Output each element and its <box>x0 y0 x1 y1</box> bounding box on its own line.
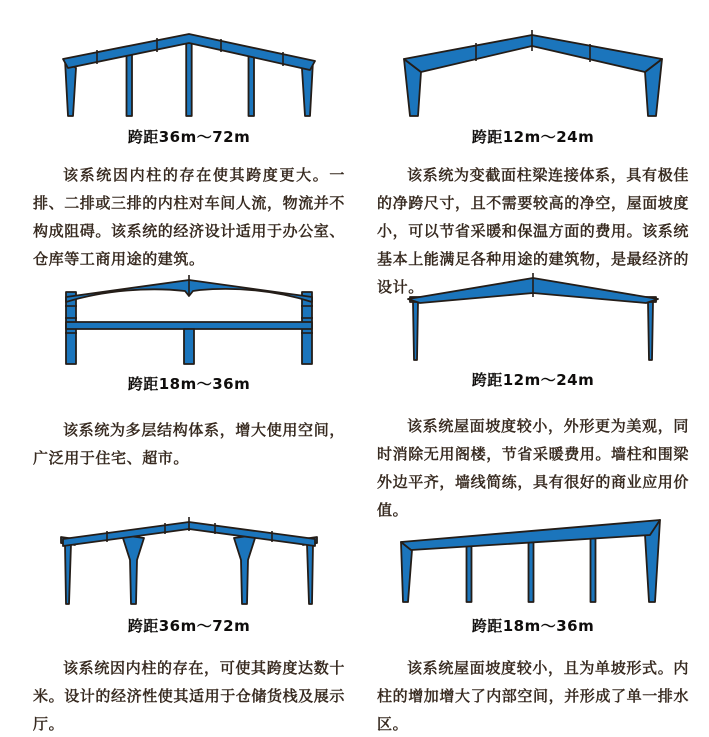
frame-drawing <box>402 27 664 121</box>
left-column <box>413 302 418 360</box>
frame-diagram-mono-slope-icon <box>372 514 694 610</box>
frame-diagram-haunched-icon <box>28 514 350 610</box>
interior-column <box>591 537 596 602</box>
panel-multi-span-haunched <box>28 514 350 737</box>
panel-multi-storey <box>28 272 350 472</box>
interior-column <box>127 55 133 116</box>
span-range-caption: 跨距36m～72m <box>127 128 251 146</box>
frame-diagram-multi-storey-icon <box>28 272 350 368</box>
frame-diagram-single-span-icon <box>372 27 694 121</box>
interior-column <box>467 545 472 602</box>
frame-drawing <box>61 27 317 121</box>
roof-beam <box>404 35 662 72</box>
interior-column <box>249 56 255 116</box>
right-column <box>648 302 653 360</box>
center-column <box>184 329 194 364</box>
frame-diagram-multi-span-icon <box>28 27 350 121</box>
panel-multi-span-interior-columns <box>28 27 350 273</box>
panel-description: 该系统屋面坡度较小，且为单坡形式。内柱的增加增大了内部空间，并形成了单一排水区。 <box>377 659 690 734</box>
right-column <box>307 544 313 604</box>
frame-drawing <box>60 272 318 368</box>
span-range-caption: 跨距18m～36m <box>471 617 595 635</box>
panel-single-span-tapered <box>372 27 694 301</box>
panel-low-slope-flush <box>372 272 694 524</box>
frame-drawing <box>403 272 663 364</box>
frame-diagram-low-slope-icon <box>372 272 694 364</box>
panel-description: 该系统因内柱的存在，可使其跨度达数十米。设计的经济性使其适用于仓储货栈及展示厅。 <box>33 659 346 734</box>
panel-mono-slope <box>372 514 694 737</box>
span-range-caption: 跨距12m～24m <box>471 371 595 389</box>
span-range-caption: 跨距36m～72m <box>127 617 251 635</box>
interior-column <box>529 541 534 602</box>
frame-drawing <box>60 514 318 610</box>
frame-drawing <box>399 514 667 610</box>
interior-haunched-column <box>122 535 144 604</box>
span-range-caption: 跨距12m～24m <box>471 128 595 146</box>
panel-description: 该系统为变截面柱梁连接体系，具有极佳的净跨尺寸，且不需要较高的净空，屋面坡度小，可以节省采暖和保温方面的费用。该系统基本上能满足各种用途的建筑物，是最经济的设计。 <box>377 166 690 297</box>
span-range-caption: 跨距18m～36m <box>127 375 251 393</box>
interior-column <box>186 42 192 116</box>
floor-beam <box>66 322 312 329</box>
panel-description: 该系统屋面坡度较小，外形更为美观，同时消除无用阁楼，节省采暖费用。墙柱和围梁外边平齐，墙线简练，具有很好的商业应用价值。 <box>377 417 690 520</box>
left-tapered-column <box>401 542 412 602</box>
interior-haunched-column <box>234 535 256 604</box>
panel-description: 该系统因内柱的存在使其跨度更大。一排、二排或三排的内柱对车间人流，物流并不构成阻碍。该系统的经济设计适用于办公室、仓库等工商用途的建筑。 <box>33 166 346 269</box>
left-column <box>65 544 71 604</box>
panel-description: 该系统为多层结构体系，增大使用空间，广泛用于住宅、超市。 <box>33 421 345 468</box>
